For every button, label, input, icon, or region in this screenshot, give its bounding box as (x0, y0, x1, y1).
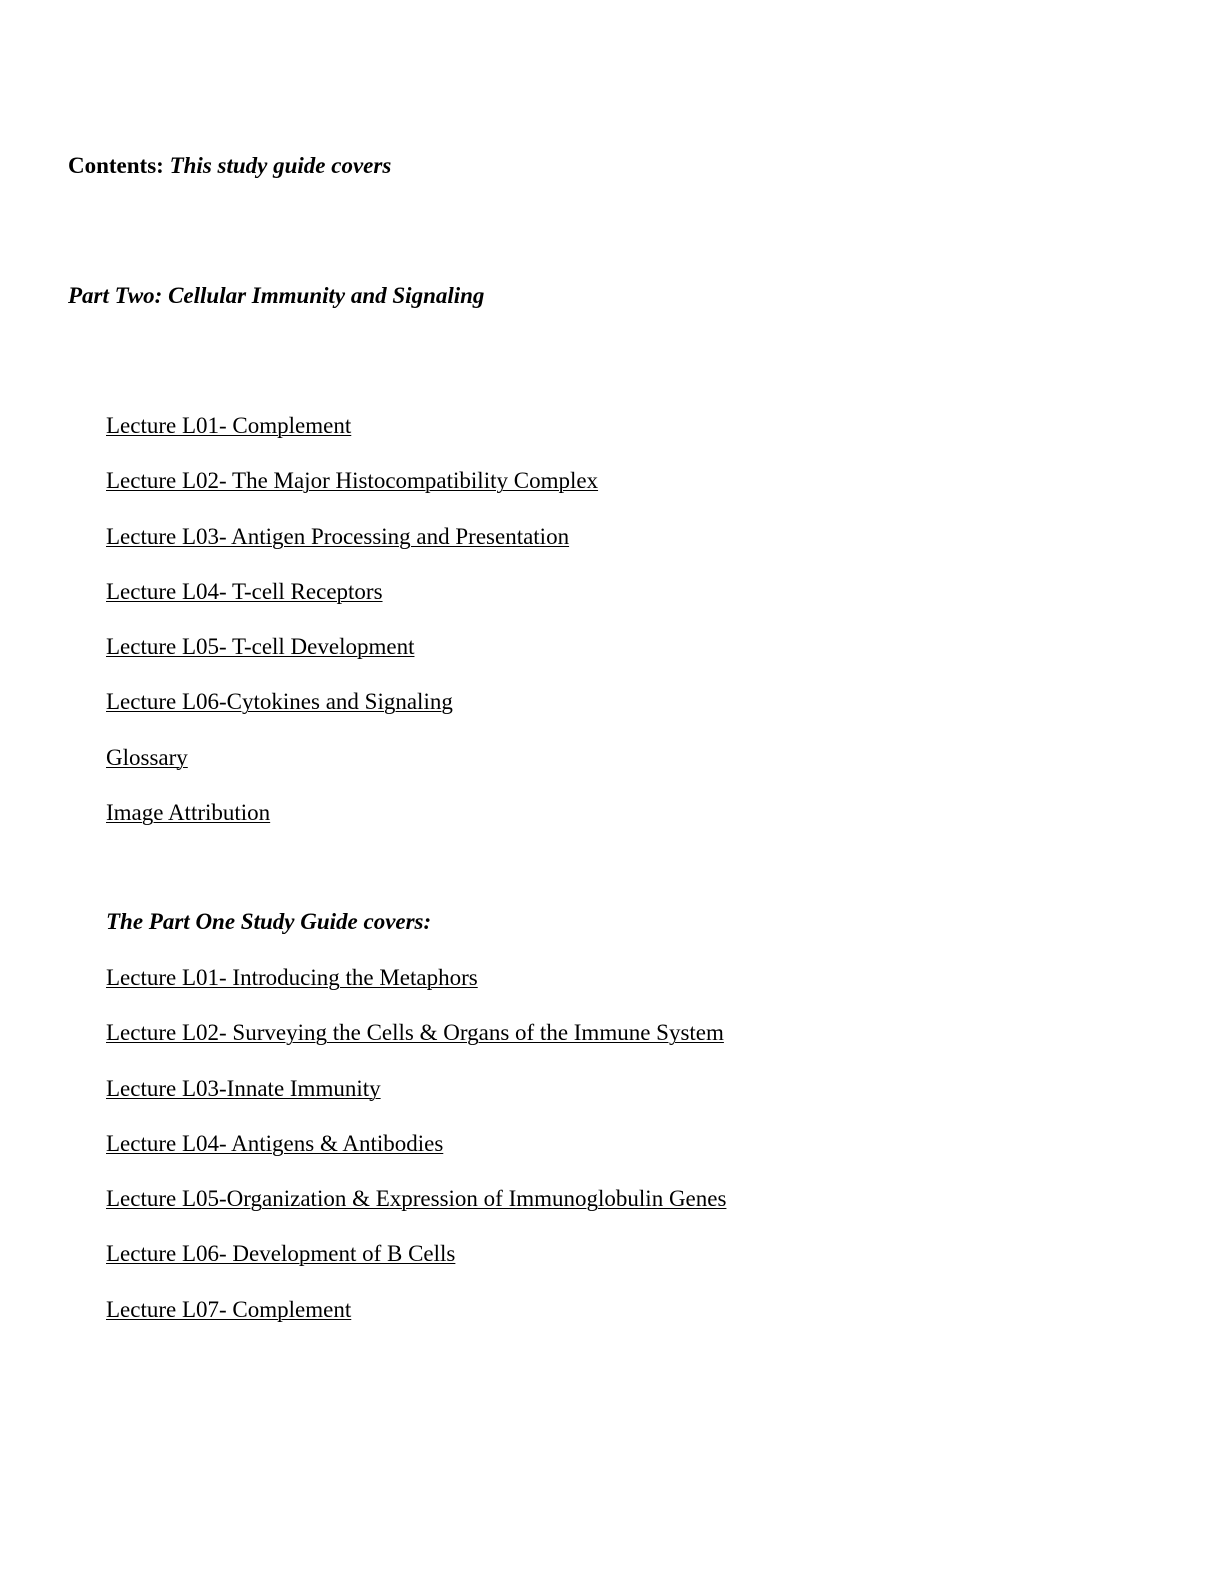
toc-link-part-one-l02[interactable]: Lecture L02- Surveying the Cells & Organs of the Immune System (106, 1020, 724, 1046)
toc-item (106, 964, 726, 1019)
contents-label: Contents: (68, 153, 164, 178)
toc-item (106, 1075, 726, 1130)
toc-link-part-one-l05[interactable]: Lecture L05-Organization & Expression of Immunoglobulin Genes (106, 1186, 727, 1212)
part-one-heading: The Part One Study Guide covers: (106, 909, 432, 934)
toc-item (106, 1240, 726, 1295)
part-two-heading: Part Two: Cellular Immunity and Signaling (68, 283, 485, 308)
contents-description: This study guide covers (169, 153, 392, 178)
toc-link-part-one-l04[interactable]: Lecture L04- Antigens & Antibodies (106, 1130, 444, 1156)
part-two-toc (106, 412, 598, 854)
toc-item (106, 633, 598, 688)
toc-link-part-two-l05[interactable]: Lecture L05- T-cell Development (106, 634, 415, 660)
toc-link-part-two-l06[interactable]: Lecture L06-Cytokines and Signaling (106, 689, 453, 715)
toc-item (106, 1185, 726, 1240)
toc-item (106, 1019, 726, 1074)
toc-link-part-one-l03[interactable]: Lecture L03-Innate Immunity (106, 1075, 381, 1101)
toc-link-glossary[interactable]: Glossary (106, 744, 188, 770)
toc-item (106, 412, 598, 467)
toc-item (106, 1296, 726, 1351)
toc-item (106, 744, 598, 799)
toc-link-part-two-l02[interactable]: Lecture L02- The Major Histocompatibility Complex (106, 468, 599, 494)
toc-link-part-two-l01[interactable]: Lecture L01- Complement (106, 413, 352, 438)
toc-link-part-one-l06[interactable]: Lecture L06- Development of B Cells (106, 1241, 456, 1267)
toc-item (106, 523, 598, 578)
toc-item (106, 1130, 726, 1185)
toc-link-part-two-l03[interactable]: Lecture L03- Antigen Processing and Presentation (106, 523, 570, 549)
toc-link-part-one-l07[interactable]: Lecture L07- Complement (106, 1296, 352, 1322)
toc-item (106, 799, 598, 854)
toc-item (106, 467, 598, 522)
toc-link-image-attribution[interactable]: Image Attribution (106, 800, 271, 826)
toc-item (106, 688, 598, 743)
toc-item (106, 578, 598, 633)
toc-link-part-one-l01[interactable]: Lecture L01- Introducing the Metaphors (106, 965, 478, 990)
contents-line (68, 152, 391, 180)
part-one-toc (106, 964, 726, 1351)
toc-link-part-two-l04[interactable]: Lecture L04- T-cell Receptors (106, 578, 383, 604)
